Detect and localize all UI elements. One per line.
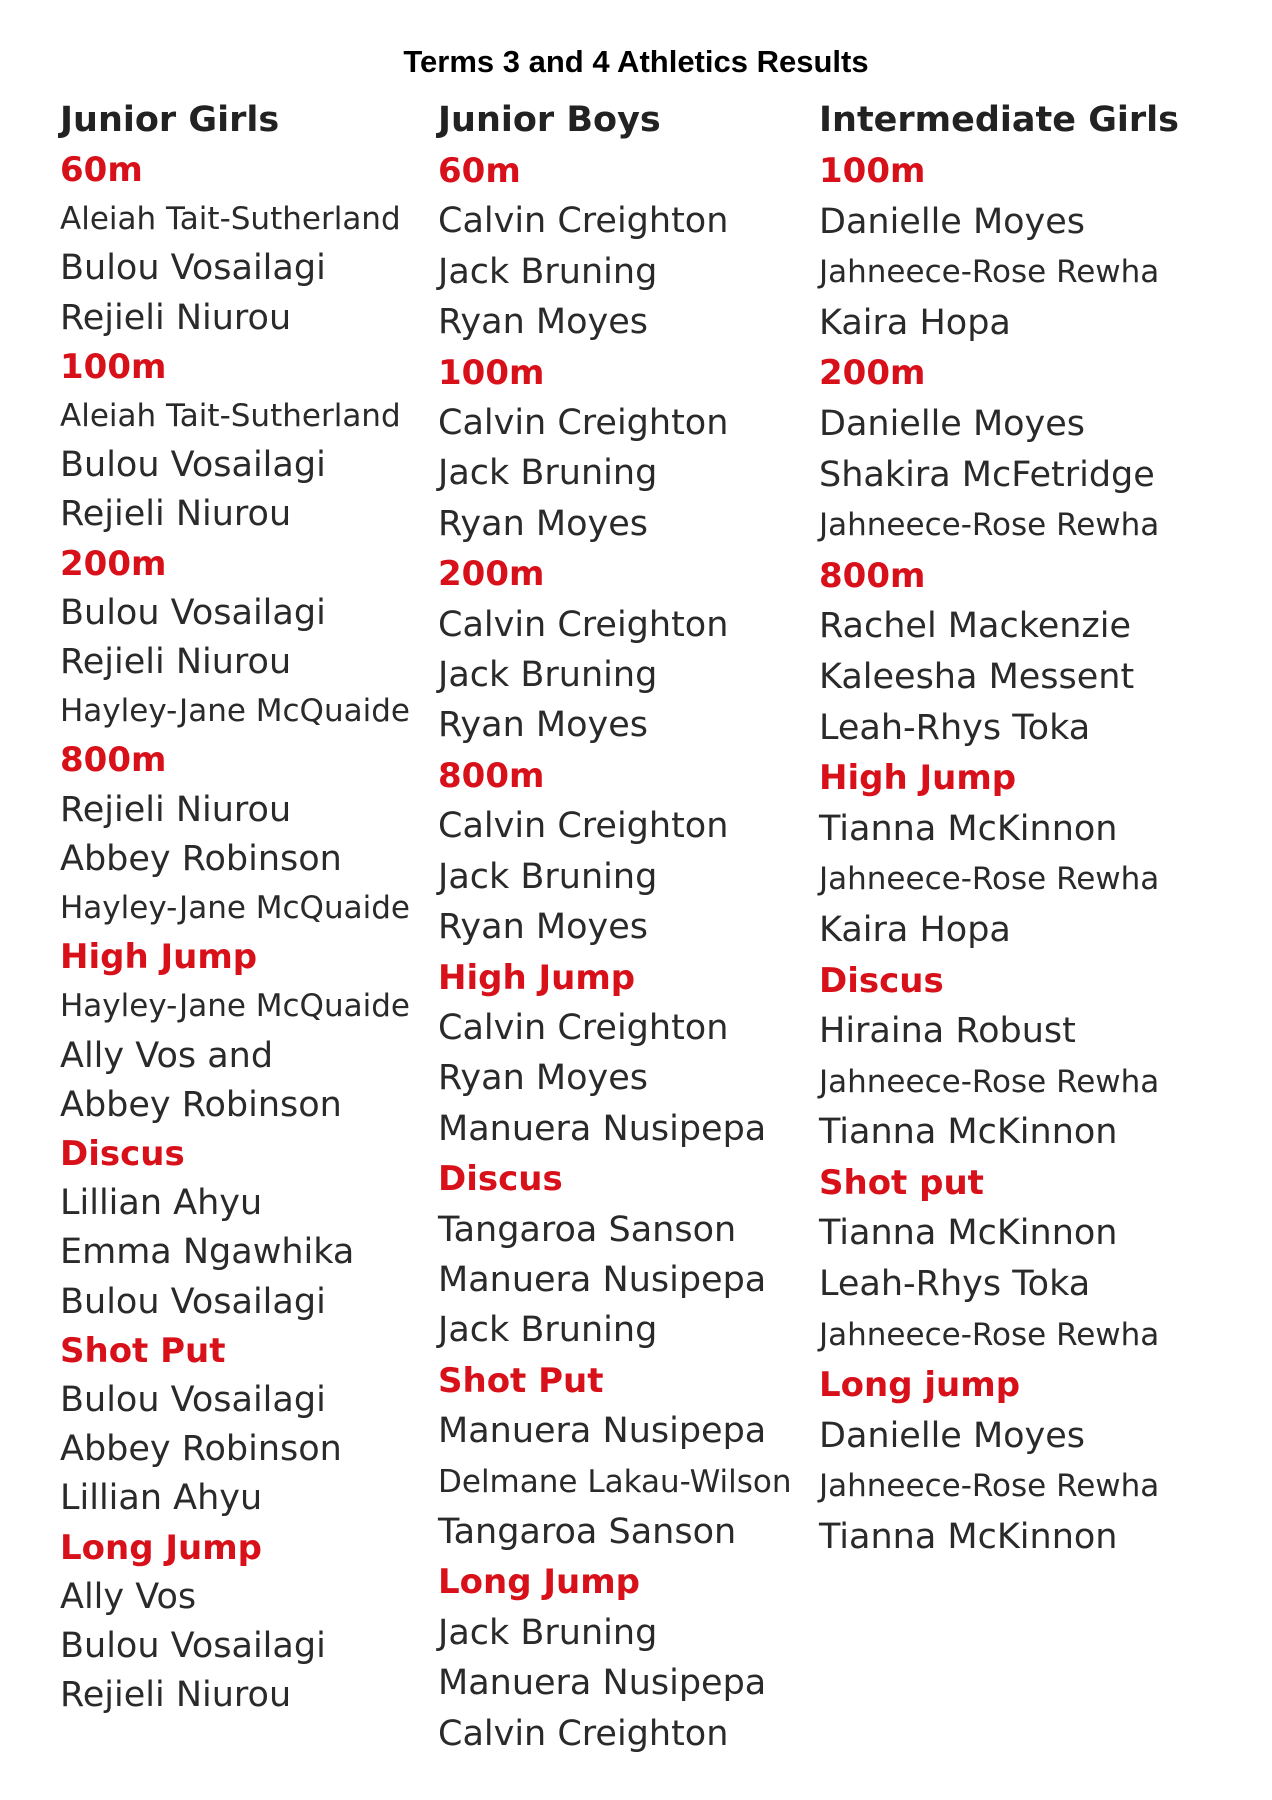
event-title: High Jump [60, 937, 258, 978]
result-name: Calvin Creighton [438, 1713, 729, 1754]
event-title: 60m [438, 151, 521, 191]
result-name: Tianna McKinnon [819, 1517, 1118, 1558]
result-name: Lillian Ahyu [60, 1478, 263, 1519]
result-name: Calvin Creighton [438, 806, 729, 847]
result-name: Rejieli Niurou [60, 789, 292, 830]
result-name: Bulou Vosailagi [60, 445, 326, 486]
result-name: Tangaroa Sanson [438, 1209, 737, 1250]
result-name: Abbey Robinson [60, 838, 342, 879]
event-title: 100m [438, 352, 545, 393]
result-name: Rejieli Niurou [60, 494, 292, 535]
result-name: Abbey Robinson [60, 1084, 342, 1125]
result-name: Hayley-Jane McQuaide [60, 988, 410, 1025]
result-name: Rejieli Niurou [60, 297, 292, 338]
event-title: High Jump [438, 957, 636, 998]
result-name: Jack Bruning [438, 1310, 658, 1351]
event-title: Discus [60, 1134, 185, 1175]
result-name: Tianna McKinnon [819, 1213, 1118, 1254]
result-name: Tianna McKinnon [819, 808, 1118, 849]
result-name: Aleiah Tait-Sutherland [60, 201, 401, 238]
result-name: Calvin Creighton [438, 1007, 729, 1048]
result-name: Ally Vos [60, 1576, 197, 1617]
result-name: Leah-Rhys Toka [819, 1264, 1091, 1305]
result-name: Ryan Moyes [438, 503, 648, 544]
event-title: Long Jump [60, 1527, 263, 1568]
result-name: Tangaroa Sanson [438, 1511, 737, 1552]
result-name: Ryan Moyes [438, 705, 648, 746]
result-name: Rachel Mackenzie [819, 606, 1132, 647]
event-title: 100m [819, 151, 926, 191]
result-name: Jack Bruning [438, 655, 658, 696]
result-name: Kaira Hopa [819, 302, 1011, 343]
result-name: Ryan Moyes [438, 302, 648, 343]
event-title: 800m [819, 555, 926, 596]
event-title: 60m [60, 150, 143, 190]
column-heading: Junior Boys [438, 100, 661, 140]
result-name: Hiraina Robust [819, 1011, 1076, 1052]
result-name: Delmane Lakau-Wilson [438, 1463, 792, 1500]
event-title: High Jump [819, 758, 1017, 799]
event-title: Shot Put [60, 1330, 226, 1371]
result-name: Abbey Robinson [60, 1429, 342, 1470]
result-name: Jack Bruning [438, 1612, 658, 1653]
event-title: Discus [438, 1159, 563, 1200]
result-name: Jack Bruning [438, 251, 658, 292]
result-name: Manuera Nusipepa [438, 1259, 767, 1300]
result-name: Hayley-Jane McQuaide [60, 890, 410, 927]
result-name: Kaira Hopa [819, 909, 1011, 950]
column-intermediate-girls [819, 96, 1179, 1563]
column-junior-boys [438, 96, 792, 1759]
page-title: Terms 3 and 4 Athletics Results [403, 44, 869, 79]
event-title: 200m [438, 554, 545, 595]
event-title: Shot put [819, 1162, 984, 1203]
result-name: Hayley-Jane McQuaide [60, 693, 410, 730]
result-name: Bulou Vosailagi [60, 1626, 326, 1667]
result-name: Jahneece-Rose Rewha [819, 1316, 1160, 1353]
result-name: Bulou Vosailagi [60, 592, 326, 633]
result-name: Ryan Moyes [438, 1058, 648, 1099]
event-title: Shot Put [438, 1360, 604, 1401]
result-name: Jahneece-Rose Rewha [819, 507, 1160, 544]
result-name: Ryan Moyes [438, 907, 648, 948]
result-name: Bulou Vosailagi [60, 248, 326, 289]
result-name: Manuera Nusipepa [438, 1663, 767, 1704]
result-name: Lillian Ahyu [60, 1183, 263, 1224]
result-name: Jack Bruning [438, 453, 658, 494]
result-name: Rejieli Niurou [60, 642, 292, 683]
result-name: Shakira McFetridge [819, 454, 1155, 495]
event-title: Long jump [819, 1365, 1021, 1406]
column-heading: Junior Girls [60, 100, 280, 140]
result-name: Jahneece-Rose Rewha [819, 1063, 1160, 1100]
event-title: 800m [60, 740, 167, 781]
event-title: 200m [60, 543, 167, 584]
result-name: Jack Bruning [438, 856, 658, 897]
result-name: Calvin Creighton [438, 604, 729, 645]
result-name: Tianna McKinnon [819, 1112, 1118, 1153]
result-name: Ally Vos and [60, 1035, 274, 1076]
result-name: Jahneece-Rose Rewha [819, 254, 1160, 291]
event-title: Discus [819, 960, 944, 1001]
column-heading: Intermediate Girls [819, 100, 1180, 140]
result-name: Danielle Moyes [819, 403, 1086, 444]
column-junior-girls [60, 96, 410, 1721]
result-name: Bulou Vosailagi [60, 1380, 326, 1421]
event-title: 200m [819, 353, 926, 394]
event-title: 100m [60, 346, 167, 387]
result-name: Jahneece-Rose Rewha [819, 861, 1160, 898]
result-name: Danielle Moyes [819, 1415, 1086, 1456]
result-name: Emma Ngawhika [60, 1232, 355, 1273]
result-name: Kaleesha Messent [819, 656, 1135, 697]
result-name: Danielle Moyes [819, 201, 1086, 242]
event-title: 800m [438, 755, 545, 796]
result-name: Manuera Nusipepa [438, 1411, 767, 1452]
result-name: Bulou Vosailagi [60, 1281, 326, 1322]
result-name: Jahneece-Rose Rewha [819, 1468, 1160, 1505]
result-name: Calvin Creighton [438, 403, 729, 444]
event-title: Long Jump [438, 1562, 641, 1603]
result-name: Aleiah Tait-Sutherland [60, 398, 401, 435]
result-name: Manuera Nusipepa [438, 1108, 767, 1149]
result-name: Leah-Rhys Toka [819, 707, 1091, 748]
result-name: Calvin Creighton [438, 201, 729, 242]
result-name: Rejieli Niurou [60, 1675, 292, 1716]
